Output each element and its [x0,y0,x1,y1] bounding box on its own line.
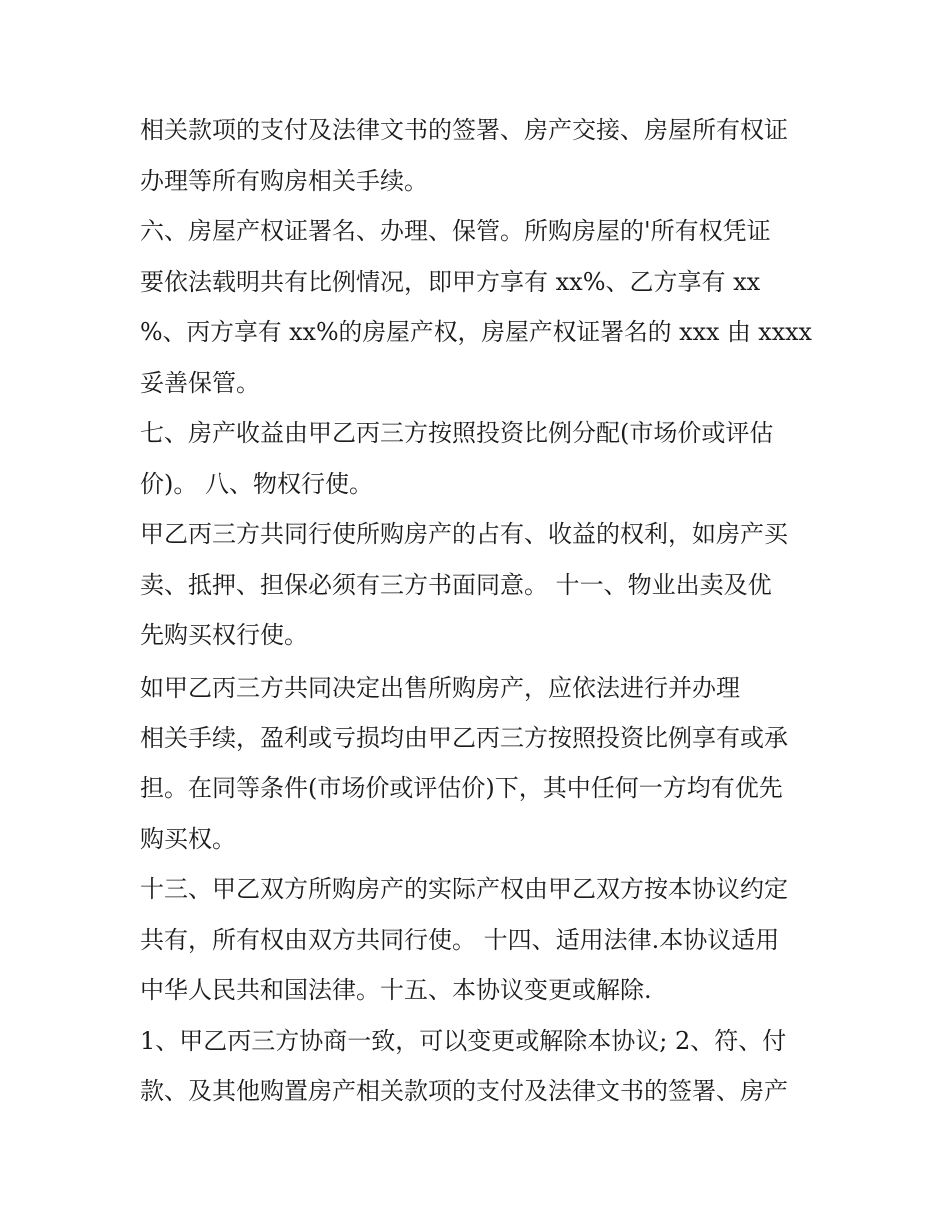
paragraph-line: 如甲乙丙三方共同决定出售所购房产，应依法进行并办理 [140,674,740,702]
paragraph-line: 相关手续，盈利或亏损均由甲乙丙三方按照投资比例享有或承 [140,724,788,752]
paragraph-line: 价)。 八、物权行使。 [140,470,373,498]
paragraph-line: 先购买权行使。 [140,621,308,649]
paragraph-line: 1、甲乙丙三方协商一致，可以变更或解除本协议; 2、符、付 [140,1027,787,1055]
paragraph-line: 甲乙丙三方共同行使所购房产的占有、收益的权利，如房产买 [140,520,788,548]
paragraph-line: 六、房屋产权证署名、办理、保管。所购房屋的'所有权凭证 [140,217,771,245]
paragraph-line: 担。在同等条件(市场价或评估价)下，其中任何一方均有优先 [140,774,783,802]
paragraph-line: 要依法载明共有比例情况，即甲方享有 xx%、乙方享有 xx [140,268,761,296]
paragraph-line: 购买权。 [140,825,236,853]
paragraph-line: 款、及其他购置房产相关款项的支付及法律文书的签署、房产 [140,1077,788,1105]
paragraph-line: 卖、抵押、担保必须有三方书面同意。 十一、物业出卖及优 [140,571,772,599]
paragraph-line: 七、房产收益由甲乙丙三方按照投资比例分配(市场价或评估 [140,419,774,447]
paragraph-line: 中华人民共和国法律。十五、本协议变更或解除. [140,976,652,1004]
paragraph-line: 共有，所有权由双方共同行使。 十四、适用法律.本协议适用 [140,926,780,954]
paragraph-line: 相关款项的支付及法律文书的签署、房产交接、房屋所有权证 [140,116,788,144]
paragraph-line: %、丙方享有 xx%的房屋产权，房屋产权证署名的 xxx 由 xxxx [140,318,812,346]
paragraph-line: 妥善保管。 [140,369,260,397]
paragraph-line: 十三、甲乙双方所购房产的实际产权由甲乙双方按本协议约定 [140,875,788,903]
paragraph-line: 办理等所有购房相关手续。 [140,167,428,195]
